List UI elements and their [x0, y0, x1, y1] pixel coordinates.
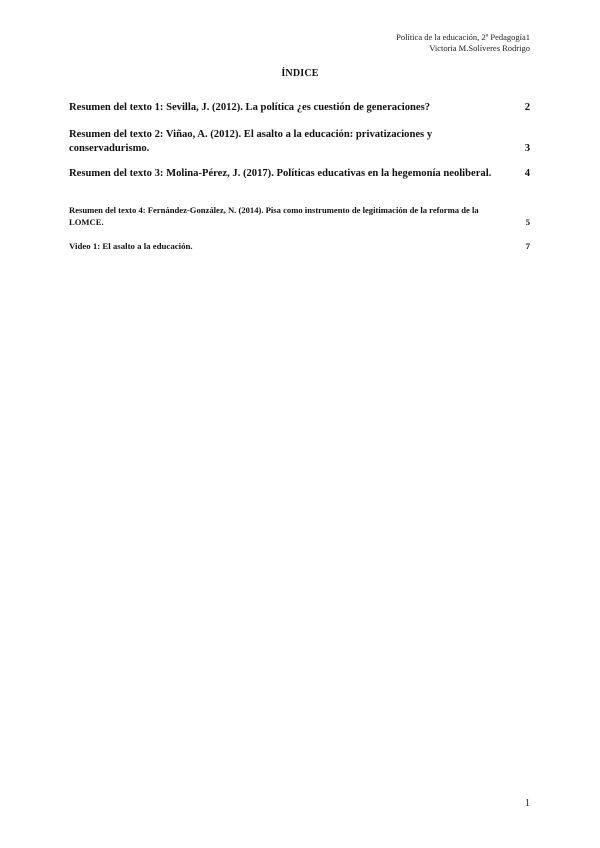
toc-entry-text: Video 1: El asalto a la educación.	[69, 241, 193, 251]
toc-entry-page: 7	[525, 241, 530, 251]
page-header	[396, 32, 530, 54]
toc-entry-text: Resumen del texto 1: Sevilla, J. (2012). La política ¿es cuestión de generaciones?	[69, 102, 431, 113]
toc-entry-text: Resumen del texto 3: Molina-Pérez, J. (2017). Políticas educativas en la hegemonía neoliberal.	[69, 168, 492, 179]
header-course: Política de la educación, 2º Pedagogía1	[396, 32, 530, 42]
toc-entry-2[interactable]	[69, 128, 530, 156]
toc-entry-text: Resumen del texto 2: Viñao, A. (2012). El asalto a la educación: privatizaciones y conservadurismo.	[69, 129, 433, 154]
toc-entry-5[interactable]	[69, 240, 530, 252]
toc-entry-text: Resumen del texto 4: Fernández-González, N. (2014). Pisa como instrumento de legitimación de la reforma de la LOMCE.	[69, 205, 479, 227]
header-author: Victoria M.Solíveres Rodrigo	[429, 43, 530, 53]
toc-entry-page: 5	[525, 217, 530, 227]
toc-entry-4[interactable]	[69, 204, 530, 228]
toc-entry-page: 3	[524, 143, 530, 154]
toc-entry-page: 2	[524, 102, 530, 113]
page-number: 1	[525, 798, 530, 809]
index-title: ÍNDICE	[281, 68, 319, 79]
toc-entry-1[interactable]	[69, 101, 530, 115]
toc-entry-page: 4	[524, 168, 530, 179]
toc-entry-3[interactable]	[69, 167, 530, 181]
